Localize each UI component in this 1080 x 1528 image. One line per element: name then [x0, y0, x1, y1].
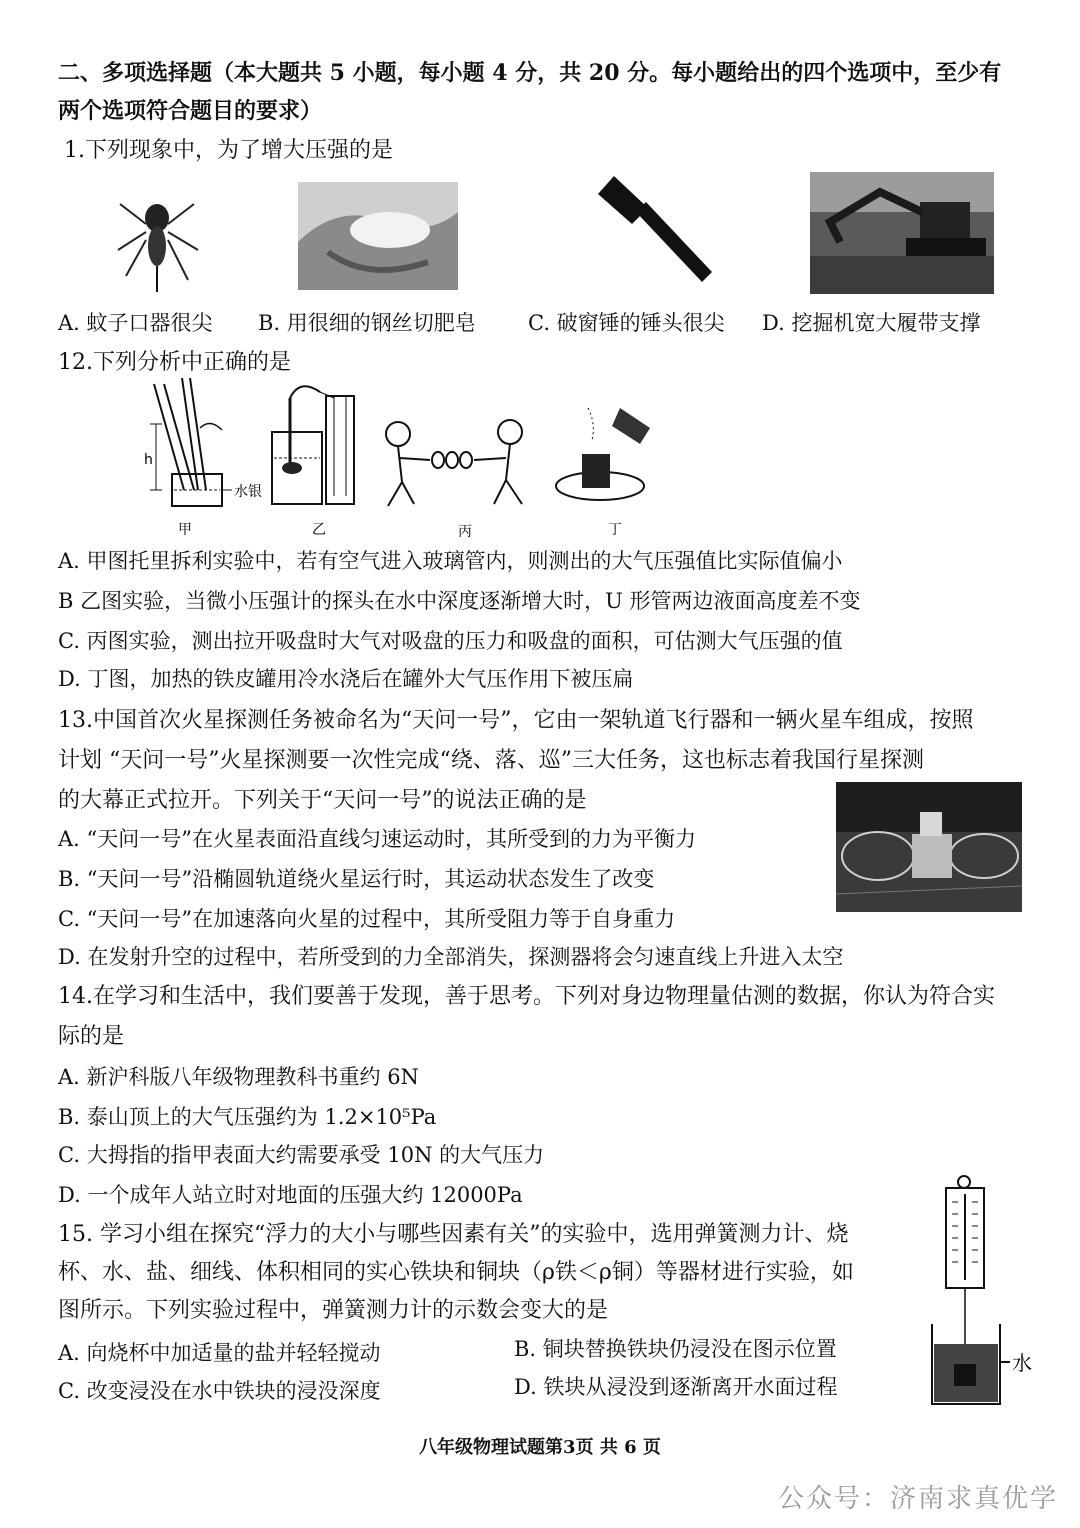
torricelli-figure [150, 378, 232, 506]
q15-option-a: A. 向烧杯中加适量的盐并轻轻搅动 [58, 1341, 381, 1365]
q11-option-a: A. 蚊子口器很尖 [58, 311, 213, 335]
q14-stem-line1: 14.在学习和生活中，我们要善于发现，善于思考。下列对身边物理量估测的数据，你认为符合实 [58, 984, 995, 1009]
q11-option-d: D. 挖掘机宽大履带支撑 [762, 311, 981, 335]
q13-option-a: A. “天问一号”在火星表面沿直线匀速运动时，其所受到的力为平衡力 [58, 827, 696, 851]
q14-option-d: D. 一个成年人站立时对地面的压强大约 12000Pa [58, 1183, 523, 1207]
q13-stem-line1: 13.中国首次火星探测任务被命名为“天问一号”，它由一架轨道飞行器和一辆火星车组成，按照 [58, 708, 974, 733]
hammer-image [592, 164, 717, 289]
section-title-cont: 两个选项符合题目的要求） [58, 98, 323, 124]
fig-mercury-label: 水银 [234, 484, 262, 500]
q15-stem-line1: 15. 学习小组在探究“浮力的大小与哪些因素有关”的实验中，选用弹簧测力计、烧 [58, 1222, 849, 1247]
q12-option-d: D. 丁图，加热的铁皮罐用冷水浇后在罐外大气压作用下被压扁 [58, 667, 634, 691]
excavator-image [810, 172, 994, 294]
q14-option-b: B. 泰山顶上的大气压强约为 1.2×10⁵Pa [58, 1105, 437, 1129]
q12-option-b: B 乙图实验，当微小压强计的探头在水中深度逐渐增大时，U 形管两边液面高度差不变 [58, 589, 861, 613]
q15-stem-line3: 图所示。下列实验过程中，弹簧测力计的示数会变大的是 [58, 1298, 609, 1323]
q14-option-c: C. 大拇指的指甲表面大约需要承受 10N 的大气压力 [58, 1143, 545, 1167]
q11-option-b: B. 用很细的钢丝切肥皂 [258, 311, 476, 335]
q12-option-c: C. 丙图实验，测出拉开吸盘时大气对吸盘的压力和吸盘的面积，可估测大气压强的值 [58, 629, 843, 653]
q14-option-a: A. 新沪科版八年级物理教科书重约 6N [58, 1065, 419, 1089]
fig-label-jia: 甲 [178, 522, 192, 538]
q14-stem-line2: 际的是 [58, 1024, 125, 1049]
q13-option-b: B. “天问一号”沿椭圆轨道绕火星运行时，其运动状态发生了改变 [58, 867, 655, 891]
q13-option-c: C. “天问一号”在加速落向火星的过程中，其所受阻力等于自身重力 [58, 907, 676, 931]
mars-rover-image [836, 782, 1022, 912]
soap-wire-image [298, 182, 458, 290]
q11-option-c: C. 破窗锤的锤头很尖 [528, 311, 725, 335]
pressure-gauge-figure [272, 386, 354, 504]
watermark: 公众号：济南求真优学 [777, 1484, 1058, 1514]
q13-option-d: D. 在发射升空的过程中，若所受到的力全部消失，探测器将会匀速直线上升进入太空 [58, 945, 844, 969]
page-footer: 八年级物理试题第3页 共 6 页 [419, 1437, 661, 1458]
spring-scale-figure [926, 1172, 1036, 1412]
fig-label-yi: 乙 [312, 522, 326, 538]
fig-label-ding: 丁 [608, 522, 622, 538]
fig-label-bing: 丙 [458, 524, 472, 540]
q15-stem-line2: 杯、水、盐、细线、体积相同的实心铁块和铜块（ρ铁＜ρ铜）等器材进行实验，如 [58, 1260, 854, 1285]
q12-figure [140, 378, 660, 540]
section-title: 二、多项选择题（本大题共 5 小题，每小题 4 分，共 20 分。每小题给出的四个选项中，至少有 [58, 60, 1002, 86]
q15-option-c: C. 改变浸没在水中铁块的浸没深度 [58, 1379, 381, 1403]
q12-option-a: A. 甲图托里拆利实验中，若有空气进入玻璃管内，则测出的大气压强值比实际值偏小 [58, 549, 843, 573]
q15-option-b: B. 铜块替换铁块仍浸没在图示位置 [514, 1337, 837, 1361]
pulling-kids-figure [386, 420, 522, 506]
q12-stem: 12.下列分析中正确的是 [58, 350, 291, 375]
q13-stem-line3: 的大幕正式拉开。下列关于“天问一号”的说法正确的是 [58, 788, 587, 813]
q15-option-d: D. 铁块从浸没到逐渐离开水面过程 [514, 1375, 838, 1399]
fig-h-label: h [144, 452, 153, 468]
q13-stem-line2: 计划 “天问一号”火星探测要一次性完成“绕、落、巡”三大任务，这也标志着我国行星探测 [58, 748, 924, 773]
can-figure [556, 408, 650, 500]
fig-water-label: 水 [1012, 1351, 1032, 1375]
q11-stem: 1.下列现象中，为了增大压强的是 [64, 138, 393, 163]
mosquito-image [112, 180, 202, 295]
